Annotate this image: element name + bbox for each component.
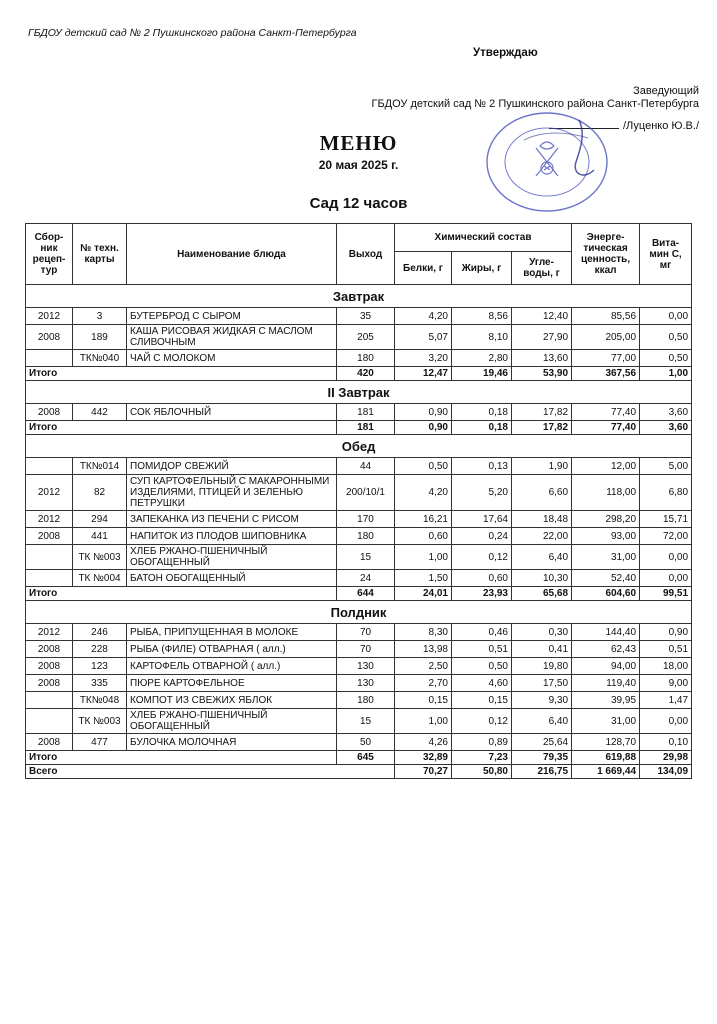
table-cell: 0,60 bbox=[395, 528, 452, 545]
table-cell: КОМПОТ ИЗ СВЕЖИХ ЯБЛОК bbox=[127, 692, 337, 709]
table-cell: 0,90 bbox=[640, 624, 692, 641]
table-cell: 1,00 bbox=[395, 709, 452, 734]
table-cell bbox=[26, 570, 73, 587]
table-cell: 180 bbox=[337, 528, 395, 545]
table-cell: 2008 bbox=[26, 641, 73, 658]
table-row bbox=[26, 692, 692, 709]
table-row bbox=[26, 308, 692, 325]
table-cell: 0,30 bbox=[512, 624, 572, 641]
head-position: Заведующий bbox=[633, 85, 699, 97]
table-cell: ТК №004 bbox=[73, 570, 127, 587]
meal-section-row bbox=[26, 435, 692, 458]
total-cell: 644 bbox=[337, 587, 395, 601]
table-cell: 2,80 bbox=[452, 350, 512, 367]
table-cell: ПОМИДОР СВЕЖИЙ bbox=[127, 458, 337, 475]
table-cell: 128,70 bbox=[572, 734, 640, 751]
total-cell: 619,88 bbox=[572, 751, 640, 765]
meal-total-row bbox=[26, 367, 692, 381]
col-techcard-header: № техн. карты bbox=[73, 224, 127, 285]
table-cell: 2008 bbox=[26, 734, 73, 751]
table-cell: 13,98 bbox=[395, 641, 452, 658]
table-cell: 442 bbox=[73, 404, 127, 421]
table-cell bbox=[26, 709, 73, 734]
table-cell: ТК№040 bbox=[73, 350, 127, 367]
table-cell: 205,00 bbox=[572, 325, 640, 350]
table-cell: 2008 bbox=[26, 675, 73, 692]
table-cell bbox=[26, 692, 73, 709]
table-cell: 4,20 bbox=[395, 308, 452, 325]
total-cell: 23,93 bbox=[452, 587, 512, 601]
table-cell: 335 bbox=[73, 675, 127, 692]
table-cell: 50 bbox=[337, 734, 395, 751]
total-cell: 32,89 bbox=[395, 751, 452, 765]
table-cell: 170 bbox=[337, 511, 395, 528]
col-protein-header: Белки, г bbox=[395, 252, 452, 285]
table-cell: 10,30 bbox=[512, 570, 572, 587]
table-cell: 15 bbox=[337, 709, 395, 734]
document-date: 20 мая 2025 г. bbox=[318, 158, 399, 172]
table-cell: 77,40 bbox=[572, 404, 640, 421]
table-cell: 0,00 bbox=[640, 709, 692, 734]
col-energy-header: Энерге-тическая ценность, ккал bbox=[572, 224, 640, 285]
table-cell: 0,90 bbox=[395, 404, 452, 421]
col-yield-header: Выход bbox=[337, 224, 395, 285]
col-collection-header: Сбор-ник рецеп-тур bbox=[26, 224, 73, 285]
table-cell: ТК №003 bbox=[73, 709, 127, 734]
table-cell: БУЛОЧКА МОЛОЧНАЯ bbox=[127, 734, 337, 751]
grand-total-cell: 1 669,44 bbox=[572, 765, 640, 779]
table-cell: 5,00 bbox=[640, 458, 692, 475]
table-cell: 180 bbox=[337, 350, 395, 367]
total-cell: 420 bbox=[337, 367, 395, 381]
meal-total-row bbox=[26, 751, 692, 765]
table-cell: 13,60 bbox=[512, 350, 572, 367]
table-row bbox=[26, 545, 692, 570]
table-row bbox=[26, 475, 692, 511]
grand-total-row bbox=[26, 765, 692, 779]
table-cell: 130 bbox=[337, 675, 395, 692]
table-cell: 6,40 bbox=[512, 545, 572, 570]
table-cell: НАПИТОК ИЗ ПЛОДОВ ШИПОВНИКА bbox=[127, 528, 337, 545]
table-cell: 6,80 bbox=[640, 475, 692, 511]
table-cell: 2012 bbox=[26, 511, 73, 528]
table-cell: 0,10 bbox=[640, 734, 692, 751]
menu-body bbox=[26, 285, 692, 779]
col-vitamin-header: Вита-мин С, мг bbox=[640, 224, 692, 285]
total-cell: 1,00 bbox=[640, 367, 692, 381]
meal-total-row bbox=[26, 421, 692, 435]
table-cell: 8,30 bbox=[395, 624, 452, 641]
table-cell: 12,40 bbox=[512, 308, 572, 325]
table-cell: 1,00 bbox=[395, 545, 452, 570]
table-cell: 246 bbox=[73, 624, 127, 641]
table-cell: 77,00 bbox=[572, 350, 640, 367]
table-cell: 298,20 bbox=[572, 511, 640, 528]
table-cell: 62,43 bbox=[572, 641, 640, 658]
table-cell: 31,00 bbox=[572, 709, 640, 734]
table-cell: 31,00 bbox=[572, 545, 640, 570]
document-subtitle: Сад 12 часов bbox=[309, 195, 408, 212]
table-cell: 39,95 bbox=[572, 692, 640, 709]
table-cell: 1,50 bbox=[395, 570, 452, 587]
table-cell: СУП КАРТОФЕЛЬНЫЙ С МАКАРОННЫМИ ИЗДЕЛИЯМИ, ПТИЦЕЙ И ЗЕЛЕНЬЮ ПЕТРУШКИ bbox=[127, 475, 337, 511]
total-cell: 53,90 bbox=[512, 367, 572, 381]
table-cell: РЫБА, ПРИПУЩЕННАЯ В МОЛОКЕ bbox=[127, 624, 337, 641]
table-cell: 2012 bbox=[26, 475, 73, 511]
grand-total-cell: 50,80 bbox=[452, 765, 512, 779]
grand-total-cell: 70,27 bbox=[395, 765, 452, 779]
table-cell: 0,13 bbox=[452, 458, 512, 475]
table-cell: 2,50 bbox=[395, 658, 452, 675]
grand-total-cell: 216,75 bbox=[512, 765, 572, 779]
table-cell: 4,60 bbox=[452, 675, 512, 692]
total-cell: 24,01 bbox=[395, 587, 452, 601]
total-cell: 3,60 bbox=[640, 421, 692, 435]
table-cell: ТК№048 bbox=[73, 692, 127, 709]
table-cell: 2012 bbox=[26, 308, 73, 325]
table-cell: 144,40 bbox=[572, 624, 640, 641]
table-cell: 205 bbox=[337, 325, 395, 350]
total-cell: 19,46 bbox=[452, 367, 512, 381]
table-cell: 0,12 bbox=[452, 545, 512, 570]
table-cell: 6,60 bbox=[512, 475, 572, 511]
table-cell: 4,20 bbox=[395, 475, 452, 511]
table-cell: ТК №003 bbox=[73, 545, 127, 570]
total-cell: 99,51 bbox=[640, 587, 692, 601]
total-cell: 0,90 bbox=[395, 421, 452, 435]
table-cell: 17,82 bbox=[512, 404, 572, 421]
total-cell: 181 bbox=[337, 421, 395, 435]
table-cell: ТК№014 bbox=[73, 458, 127, 475]
table-cell: ХЛЕБ РЖАНО-ПШЕНИЧНЫЙ ОБОГАЩЕННЫЙ bbox=[127, 709, 337, 734]
table-cell: 0,60 bbox=[452, 570, 512, 587]
total-cell: 0,18 bbox=[452, 421, 512, 435]
table-cell: 0,00 bbox=[640, 570, 692, 587]
table-cell: 70 bbox=[337, 624, 395, 641]
total-cell: 12,47 bbox=[395, 367, 452, 381]
table-cell: КАША РИСОВАЯ ЖИДКАЯ С МАСЛОМ СЛИВОЧНЫМ bbox=[127, 325, 337, 350]
table-row bbox=[26, 675, 692, 692]
table-cell bbox=[26, 458, 73, 475]
table-cell: БУТЕРБРОД С СЫРОМ bbox=[127, 308, 337, 325]
table-cell: 0,50 bbox=[452, 658, 512, 675]
table-row bbox=[26, 641, 692, 658]
meal-section-title: II Завтрак bbox=[26, 381, 692, 404]
table-cell: 2,70 bbox=[395, 675, 452, 692]
table-cell: 18,00 bbox=[640, 658, 692, 675]
table-cell: 0,00 bbox=[640, 545, 692, 570]
table-cell: 85,56 bbox=[572, 308, 640, 325]
table-row bbox=[26, 624, 692, 641]
table-cell: 0,89 bbox=[452, 734, 512, 751]
table-cell: 8,10 bbox=[452, 325, 512, 350]
table-row bbox=[26, 528, 692, 545]
table-cell: 9,30 bbox=[512, 692, 572, 709]
table-cell: 4,26 bbox=[395, 734, 452, 751]
table-cell: 0,51 bbox=[452, 641, 512, 658]
table-row bbox=[26, 325, 692, 350]
table-row bbox=[26, 511, 692, 528]
approve-label: Утверждаю bbox=[473, 47, 538, 59]
total-label: Итого bbox=[26, 421, 337, 435]
table-cell: 0,00 bbox=[640, 308, 692, 325]
table-cell: 181 bbox=[337, 404, 395, 421]
total-cell: 645 bbox=[337, 751, 395, 765]
table-cell: 27,90 bbox=[512, 325, 572, 350]
table-row bbox=[26, 350, 692, 367]
total-cell: 79,35 bbox=[512, 751, 572, 765]
table-cell: 8,56 bbox=[452, 308, 512, 325]
table-cell: 0,24 bbox=[452, 528, 512, 545]
table-cell: 1,47 bbox=[640, 692, 692, 709]
table-cell: 119,40 bbox=[572, 675, 640, 692]
col-fat-header: Жиры, г bbox=[452, 252, 512, 285]
table-cell bbox=[26, 350, 73, 367]
table-cell: 118,00 bbox=[572, 475, 640, 511]
table-cell: 2008 bbox=[26, 658, 73, 675]
document-title: МЕНЮ bbox=[319, 131, 398, 155]
total-cell: 604,60 bbox=[572, 587, 640, 601]
table-cell: 44 bbox=[337, 458, 395, 475]
table-cell: 35 bbox=[337, 308, 395, 325]
table-cell: ХЛЕБ РЖАНО-ПШЕНИЧНЫЙ ОБОГАЩЕННЫЙ bbox=[127, 545, 337, 570]
total-cell: 367,56 bbox=[572, 367, 640, 381]
table-cell: РЫБА (ФИЛЕ) ОТВАРНАЯ ( алл.) bbox=[127, 641, 337, 658]
table-cell: 189 bbox=[73, 325, 127, 350]
table-cell: 17,50 bbox=[512, 675, 572, 692]
total-cell: 77,40 bbox=[572, 421, 640, 435]
table-cell: 2008 bbox=[26, 528, 73, 545]
table-cell: 19,80 bbox=[512, 658, 572, 675]
table-cell: 18,48 bbox=[512, 511, 572, 528]
meal-section-title: Обед bbox=[26, 435, 692, 458]
table-cell: 180 bbox=[337, 692, 395, 709]
table-cell: 25,64 bbox=[512, 734, 572, 751]
table-cell: БАТОН ОБОГАЩЕННЫЙ bbox=[127, 570, 337, 587]
table-cell: 3,20 bbox=[395, 350, 452, 367]
grand-total-label: Всего bbox=[26, 765, 395, 779]
table-cell: 12,00 bbox=[572, 458, 640, 475]
meal-section-row bbox=[26, 601, 692, 624]
table-cell: 0,15 bbox=[395, 692, 452, 709]
total-cell: 65,68 bbox=[512, 587, 572, 601]
grand-total-cell: 134,09 bbox=[640, 765, 692, 779]
table-cell: 0,41 bbox=[512, 641, 572, 658]
table-cell: 123 bbox=[73, 658, 127, 675]
table-cell: 6,40 bbox=[512, 709, 572, 734]
table-row bbox=[26, 709, 692, 734]
table-cell: 82 bbox=[73, 475, 127, 511]
table-cell: 24 bbox=[337, 570, 395, 587]
table-cell: 130 bbox=[337, 658, 395, 675]
table-cell: 3 bbox=[73, 308, 127, 325]
table-cell: 2008 bbox=[26, 404, 73, 421]
table-cell: 5,07 bbox=[395, 325, 452, 350]
table-row bbox=[26, 404, 692, 421]
col-carbs-header: Угле-воды, г bbox=[512, 252, 572, 285]
table-cell: 0,50 bbox=[640, 325, 692, 350]
table-cell: ПЮРЕ КАРТОФЕЛЬНОЕ bbox=[127, 675, 337, 692]
table-cell: ЗАПЕКАНКА ИЗ ПЕЧЕНИ С РИСОМ bbox=[127, 511, 337, 528]
table-cell: ЧАЙ С МОЛОКОМ bbox=[127, 350, 337, 367]
table-cell: 22,00 bbox=[512, 528, 572, 545]
table-cell: 0,50 bbox=[640, 350, 692, 367]
table-cell: 0,50 bbox=[395, 458, 452, 475]
table-cell: 0,15 bbox=[452, 692, 512, 709]
meal-section-title: Полдник bbox=[26, 601, 692, 624]
table-cell: 70 bbox=[337, 641, 395, 658]
table-cell: 228 bbox=[73, 641, 127, 658]
table-cell: 0,46 bbox=[452, 624, 512, 641]
table-cell: 0,51 bbox=[640, 641, 692, 658]
table-cell: 2008 bbox=[26, 325, 73, 350]
total-cell: 17,82 bbox=[512, 421, 572, 435]
organization-header: ГБДОУ детский сад № 2 Пушкинского района Санкт-Петербурга bbox=[28, 27, 357, 39]
table-cell: 15 bbox=[337, 545, 395, 570]
table-cell: 17,64 bbox=[452, 511, 512, 528]
table-cell: 16,21 bbox=[395, 511, 452, 528]
meal-total-row bbox=[26, 587, 692, 601]
table-cell: 15,71 bbox=[640, 511, 692, 528]
table-cell bbox=[26, 545, 73, 570]
table-cell: 2012 bbox=[26, 624, 73, 641]
table-row bbox=[26, 734, 692, 751]
table-cell: 477 bbox=[73, 734, 127, 751]
total-cell: 7,23 bbox=[452, 751, 512, 765]
table-cell: 9,00 bbox=[640, 675, 692, 692]
col-chem-header: Химический состав bbox=[395, 224, 572, 252]
table-cell: 0,18 bbox=[452, 404, 512, 421]
head-signature-name: /Луценко Ю.В./ bbox=[623, 120, 699, 132]
table-cell: 200/10/1 bbox=[337, 475, 395, 511]
total-label: Итого bbox=[26, 367, 337, 381]
table-cell: СОК ЯБЛОЧНЫЙ bbox=[127, 404, 337, 421]
menu-table bbox=[25, 223, 692, 779]
table-cell: 1,90 bbox=[512, 458, 572, 475]
table-cell: 52,40 bbox=[572, 570, 640, 587]
head-organization: ГБДОУ детский сад № 2 Пушкинского района Санкт-Петербурга bbox=[371, 98, 699, 110]
table-cell: КАРТОФЕЛЬ ОТВАРНОЙ ( алл.) bbox=[127, 658, 337, 675]
table-cell: 93,00 bbox=[572, 528, 640, 545]
table-row bbox=[26, 658, 692, 675]
table-cell: 294 bbox=[73, 511, 127, 528]
table-cell: 441 bbox=[73, 528, 127, 545]
table-row bbox=[26, 458, 692, 475]
table-row bbox=[26, 570, 692, 587]
meal-section-row bbox=[26, 381, 692, 404]
total-label: Итого bbox=[26, 587, 337, 601]
table-cell: 94,00 bbox=[572, 658, 640, 675]
meal-section-title: Завтрак bbox=[26, 285, 692, 308]
meal-section-row bbox=[26, 285, 692, 308]
table-cell: 3,60 bbox=[640, 404, 692, 421]
col-dish-header: Наименование блюда bbox=[127, 224, 337, 285]
table-cell: 0,12 bbox=[452, 709, 512, 734]
table-cell: 72,00 bbox=[640, 528, 692, 545]
table-cell: 5,20 bbox=[452, 475, 512, 511]
total-cell: 29,98 bbox=[640, 751, 692, 765]
total-label: Итого bbox=[26, 751, 337, 765]
